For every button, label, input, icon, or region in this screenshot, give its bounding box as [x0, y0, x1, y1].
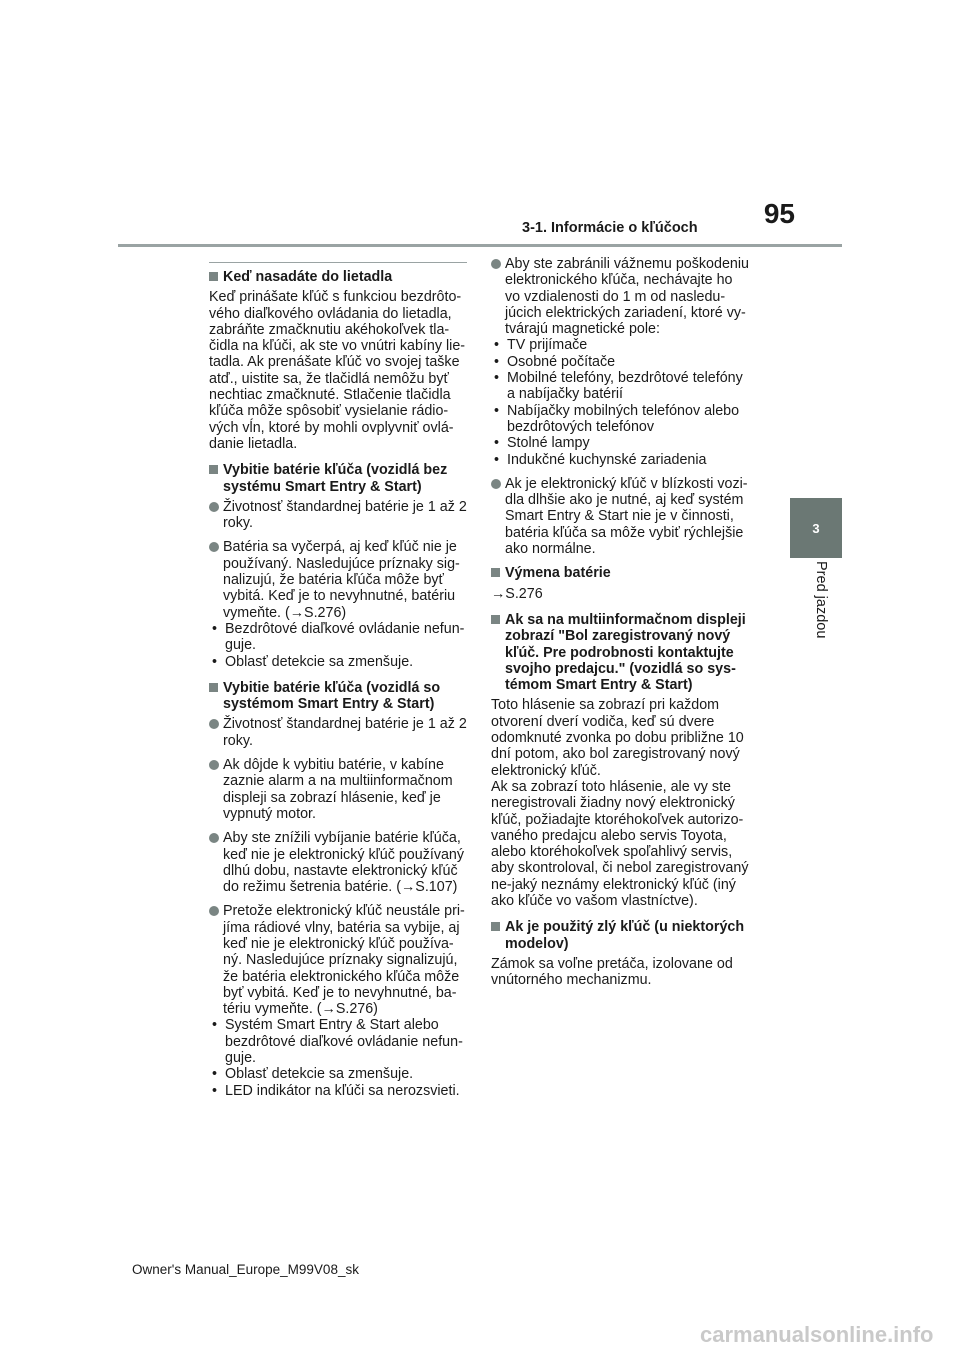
sub-list-item: • Oblasť detekcie sa zmenšuje. [209, 1066, 467, 1082]
list-item: Životnosť štandardnej batérie je 1 až 2 roky. [209, 499, 467, 532]
circle-bullet-icon [209, 760, 219, 770]
sub-list-item: • Oblasť detekcie sa zmenšuje. [209, 654, 467, 670]
circle-bullet-icon [209, 833, 219, 843]
section-title: 3-1. Informácie o kľúčoch [522, 220, 698, 236]
list-item: Pretože elektronický kľúč neustále pri-jíma rádiové vlny, batéria sa vybije, aj keď nie je elektronický kľúč používa-ný. Nasledujúce príznaky signalizujú, že batéria elektronického kľúča môže byť vybitá. Keď je to nevyhnutné, ba-tériu vymeňte. (→S.276) • Systém Smart Entry & Start alebo bezdrôtové diaľkové ovládanie nefun-guje. • Oblasť detekcie sa zmenšuje. • LED indikátor na kľúči sa nerozsvieti. [209, 903, 467, 1099]
circle-bullet-icon [209, 906, 219, 916]
list-item: Aby ste zabránili vážnemu poškodeniu elektronického kľúča, nechávajte ho vo vzdialenosti do 1 m od nasledu-júcich elektrických zariadení, ktoré vy-tvárajú magnetické pole: • TV prijímače • Osobné počítače • Mobilné telefóny, bezdrôtové telefóny a nabíjačky batérií • Nabíjačky mobilných telefónov alebo bezdrôtových telefónov • Stolné lampy • Indukčné kuchynské zariadenia [491, 256, 749, 468]
header-rule [118, 244, 842, 247]
sub-list-item: • Nabíjačky mobilných telefónov alebo bezdrôtových telefónov [491, 403, 749, 436]
sub-list-item: • TV prijímače [491, 337, 749, 353]
circle-bullet-icon [491, 259, 501, 269]
chapter-label: Pred jazdou [813, 561, 829, 639]
heading-new-key-message: Ak sa na multiinformačnom displeji zobrazí "Bol zaregistrovaný nový kľúč. Pre podrobnosti kontaktujte svojho predajcu." (vozidlá so sys-témom Smart Entry & Start) [491, 612, 749, 693]
list-item: Ak je elektronický kľúč v blízkosti vozi-dla dlhšie ako je nutné, aj keď systém Smart Entry & Start nie je v činnosti, batéria kľúča sa môže vybiť rýchlejšie ako normálne. [491, 476, 749, 557]
chapter-number: 3 [812, 520, 820, 536]
footer-text: Owner's Manual_Europe_M99V08_sk [132, 1262, 359, 1277]
square-bullet-icon [209, 465, 218, 474]
sub-list-item: • Osobné počítače [491, 354, 749, 370]
paragraph: Toto hlásenie sa zobrazí pri každom otvorení dverí vodiča, keď sú dvere odomknuté zvonka po dobu približne 10 dní potom, ako bol zaregistrovaný nový elektronický kľúč. [491, 697, 744, 779]
square-bullet-icon [209, 683, 218, 692]
paragraph: Zámok sa voľne pretáča, izolovane od vnútorného mechanizmu. [491, 955, 733, 989]
sub-list-item: • LED indikátor na kľúči sa nerozsvieti. [209, 1083, 467, 1099]
list-item: Životnosť štandardnej batérie je 1 až 2 roky. [209, 716, 467, 749]
circle-bullet-icon [491, 479, 501, 489]
circle-bullet-icon [209, 502, 219, 512]
watermark: carmanualsonline.info [700, 1322, 934, 1347]
sub-list-item: • Systém Smart Entry & Start alebo bezdrôtové diaľkové ovládanie nefun-guje. [209, 1017, 467, 1066]
circle-bullet-icon [209, 542, 219, 552]
square-bullet-icon [491, 922, 500, 931]
heading-battery-no-smart: Vybitie batérie kľúča (vozidlá bez systému Smart Entry & Start) [209, 462, 467, 495]
sub-list-item: • Mobilné telefóny, bezdrôtové telefóny a nabíjačky batérií [491, 370, 749, 403]
sub-list-item: • Indukčné kuchynské zariadenia [491, 452, 749, 468]
chapter-tab[interactable] [790, 498, 842, 558]
square-bullet-icon [491, 568, 500, 577]
circle-bullet-icon [209, 719, 219, 729]
right-column [491, 256, 749, 998]
heading-wrong-key: Ak je použitý zlý kľúč (u niektorých modelov) [491, 919, 749, 952]
paragraph: Ak sa zobrazí toto hlásenie, ale vy ste neregistrovali žiadny nový elektronický kľúč, požiadajte ktoréhokoľvek autorizo-vaného predajcu alebo servis Toyota, alebo ktoréhokoľvek spoľahlivý servis, aby skontroloval, či nebol zaregistrovaný ne-jaký neznámy elektronický kľúč (iný ako kľúče vo vašom vlastníctve). [491, 778, 749, 909]
list-item: Batéria sa vyčerpá, aj keď kľúč nie je používaný. Nasledujúce príznaky sig-nalizujú, že batéria kľúča môže byť vybitá. Keď je to nevyhnutné, batériu vymeňte. (→S.276) • Bezdrôtové diaľkové ovládanie nefun-guje. • Oblasť detekcie sa zmenšuje. [209, 539, 467, 669]
heading-battery-replacement: Výmena batérie [491, 565, 749, 581]
column-rule [209, 262, 467, 263]
list-item: Ak dôjde k vybitiu batérie, v kabíne zaznie alarm a na multiinformačnom displeji sa zobrazí hlásenie, keď je vypnutý motor. [209, 757, 467, 822]
sub-list-item: • Bezdrôtové diaľkové ovládanie nefun-guje. [209, 621, 467, 654]
page-number: 95 [763, 198, 795, 229]
paragraph-airplane: Keď prinášate kľúč s funkciou bezdrôto-vého diaľkového ovládania do lietadla, zabráňte zmačknutiu akéhokoľvek tla-čidla na kľúči, ak ste vo vnútri kabíny lie-tadla. Ak prenášate kľúč vo svojej taške atď., uistite sa, že tlačidlá nemôžu byť nechtiac zmačknuté. Stlačenie tlačidla kľúča môže spôsobiť vysielanie rádio-vých vĺn, ktoré by mohli ovplyvniť ovlá-danie lietadla. [209, 289, 466, 452]
left-column [209, 262, 467, 1109]
heading-airplane: Keď nasadáte do lietadla [209, 269, 467, 285]
list-item: Aby ste znížili vybíjanie batérie kľúča, keď nie je elektronický kľúč používaný dlhú dobu, nastavte elektronický kľúč do režimu šetrenia batérie. (→S.107) [209, 830, 467, 895]
page-reference-link[interactable]: →S.276 [491, 585, 543, 602]
square-bullet-icon [209, 272, 218, 281]
sub-list-item: • Stolné lampy [491, 435, 749, 451]
square-bullet-icon [491, 615, 500, 624]
heading-battery-smart: Vybitie batérie kľúča (vozidlá so systémom Smart Entry & Start) [209, 680, 467, 713]
